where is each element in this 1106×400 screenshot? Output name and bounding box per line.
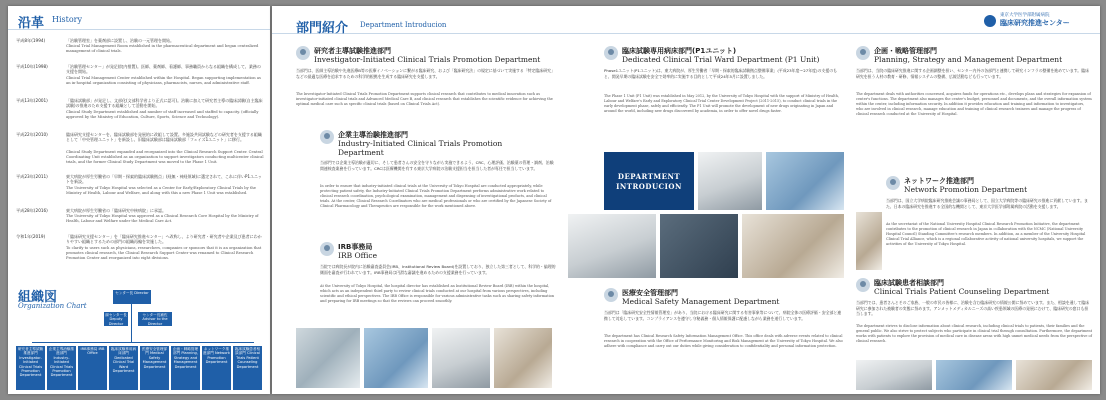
photo-network [856, 212, 882, 270]
dept-title-jp: 臨床試験専用病床部門(P1ユニット) [622, 47, 737, 55]
photo-bottles [494, 328, 552, 388]
dept-investigator [296, 46, 556, 138]
departments-panel [272, 6, 1100, 394]
history-text-jp: 臨床研究支援センターを、臨床試験部を発展的に改組して設置。多施設共同試験などの研究者を支援する組織として「中央管理ユニット」を新設し、旧臨床試験部は臨床試験部「フェイズ1ユニット」に移行。 [66, 132, 262, 143]
logo-subtitle: 東京大学医学部附属病院 [1000, 13, 1050, 18]
dept-title-jp: 臨床試験患者相談部門 [874, 279, 944, 287]
org-line [32, 342, 254, 343]
photo-counsel-1 [856, 360, 932, 390]
dept-photo-icon [886, 176, 900, 190]
history-date: 平成28年(2016) [16, 208, 48, 213]
org-unit: 医療安全管理部門 Medical Safety Management Department [140, 346, 169, 390]
department-introduction-badge [604, 152, 694, 210]
dept-ward [604, 46, 844, 150]
org-unit: 企画・戦略管理部門 Planning, Strategy and Management Department [171, 346, 200, 390]
dept-body-en: In order to ensure that industry-initiated clinical trials at the University of Tokyo Hospital are conducted appropriately, while protecting patient safety, the Industry-Initiated Clinical Trials Promotion Department performs administrative work related to clinical research coordination, psychological examination, management and dispensing of investigational products, and clinical trials. At the center, Clinical Research Coordinators who are medical professionals or who are certified by the Japanese Society of Clinical Pharmacology and Therapeutics are responsible for the work mentioned above. [320, 184, 552, 208]
dept-title-en: Clinical Trials Patient Counseling Department [874, 287, 1050, 296]
dept-title-en: Medical Safety Management Department [622, 297, 780, 306]
org-unit: 臨床試験専用病床部門 Dedicated Clinical Trial Ward Department [109, 346, 138, 390]
photo-ward-monitor [660, 214, 738, 278]
history-date: 平成10年(1998) [16, 64, 48, 69]
org-unit: ネットワーク推進部門 Network Promotion Department [202, 346, 231, 390]
dept-body-jp: 当部門は「臨床研究安全性情報管理室」があり、当院における臨床研究に関する有害事象等について、病院全体の医療評価・安全部と連携して対応しています。コンプライアンスを遵守し守秘義務・個人情報保護に配慮しながら業務を遂行しています。 [604, 310, 842, 321]
org-unit: 研究者主導試験推進部門 Investigator-Initiated Clinical Trials Promotion Department [16, 346, 45, 390]
dept-photo-icon [856, 278, 870, 292]
history-text-jp: 「臨床試験部」が発足し、文部化(文部科学省より正式に認可)。治験に加えて研究者主導の臨床試験(自主臨床試験)の推進のため支援する組織として活動を開始。 [66, 98, 263, 109]
history-text-jp: 東大病院が厚生労働省の「臨床研究中核病院」に承認。 [66, 208, 166, 213]
dept-body-en: The department strives to disclose information about clinical research, including clinical trials to patients, their families and the general public. We also strive to protect subjects who participate in clinical trial through consultation. Furthermore, the department works with patients to explore the provision of medical care in disease areas with high unmet medical needs from the perspective of clinical research. [856, 324, 1093, 343]
photo-counsel-2 [936, 360, 1012, 390]
history-date: 平成23年(2011) [16, 174, 48, 179]
dept-body-jp: 当部門は、当院の臨床研究推進に関する企画調整を担い、センター内外の各部門と連携して研究インフラの整備を進めています。臨床研究を担う人材の教育・研修、情報システムの整備、広報活動なども行っています。 [856, 68, 1089, 79]
dept-industry [320, 130, 556, 238]
dept-title-en: IRB Office [338, 251, 378, 260]
dept-title-jp: IRB事務局 [338, 243, 373, 251]
dept-safety [604, 288, 844, 388]
history-panel [8, 6, 270, 394]
org-unit: 企業主導治験推進部門 Industry-Initiated Clinical Trials Promotion Department [47, 346, 76, 390]
photo-ward-bed [568, 214, 656, 278]
dept-body-en: The department deals with authorities concerned, acquires funds for operations etc., develops plans and strategies for expansion of center's functions. The department also manages the center's budget, personnel and documents, and the overall information system within the center, including information security. In addition it provides education and training and information to investigators, who are involved in clinical research, manage education and training of clinical research trainees and manage the progress of clinical research conducted at the University of Hospital. [856, 92, 1092, 116]
org-director: センター長 Director [113, 290, 151, 304]
logo-mark-icon [984, 15, 996, 27]
dept-counseling [856, 278, 1092, 358]
org-unit: 臨床試験患者相談部門 Clinical Trials Patient Counseling Department [233, 346, 262, 390]
org-line [131, 304, 132, 342]
departments-header [272, 12, 1100, 34]
dept-photo-icon [604, 46, 618, 60]
history-date: 令和1年(2019) [16, 234, 46, 239]
dept-title-jp: 企業主導治験推進部門 [338, 131, 408, 139]
departments-title-en: Department Introducion [360, 21, 447, 29]
dept-title-jp: 企画・戦略管理部門 [874, 47, 937, 55]
badge-line-1: DEPARTMENT [617, 172, 681, 181]
history-title: 沿革 [18, 16, 45, 31]
photo-pipette [432, 328, 490, 388]
org-chart-title: 組織図 [18, 290, 58, 305]
history-text-en: Clinical Study Department expanded and reorganized into the Clinical Research Support Center. Central Coordinating Unit established as an organization to support investigators conducting multicenter clinical trials, and the former Clinical Study Department was moved to the Phase 1 Unit. [66, 150, 264, 164]
history-date: 平成8年(1994) [16, 38, 46, 43]
history-text-jp: 東大病院が厚生労働省の「早期・探索的臨床試験拠点」(経無・神経領域)に選定されて、これに伴いP1ユニットを新設。 [66, 174, 262, 185]
photo-vials [364, 328, 428, 388]
dept-body-jp: 当院では病院長が院内に治験審査委員会(IRB、Institutional Review Board)を設置しており、独立した第三者として、科学的・倫理的側面を審査が行われています。IRB事務局は円滑な審議を進めるための支援業務を行っています。 [320, 264, 556, 275]
dept-network [886, 176, 1092, 276]
dept-title-jp: 研究者主導試験推進部門 [314, 47, 391, 55]
org-unit: IRB事務局 IRB Office [78, 346, 107, 390]
history-text-jp: 「治験管理室」を薬剤部に設置し、治験の一元管理を開始。 [66, 38, 174, 43]
history-text-en: Clinical Trial Management Center established within the Hospital. Began supporting implementation as an in-hospital organization consisting of physicians, pharmacists, nurses, and administrative staff. [66, 76, 261, 85]
dept-body-jp: 当部門では、患者さんとそのご家族、一般の市民の皆様に、治験を含む臨床研究の情報公開に努めています。また、相談を通して臨床研究に参加された被験者の実態に努めます。アンメットメディカルニーズの高い疾患領域の医療の発展にむけて、臨床研究の窓口も担当します。 [856, 300, 1090, 317]
dept-body-en: The department has Clinical Research Safety Information Management Office. This office deals with adverse events related to clinical research in cooperation with the Office of Performance Monitoring and Risk Management at the University of Tokyo Hospital. We also adhere with compliance and carry out our duties while giving consideration to confidentiality and personal information protection. [604, 334, 843, 348]
dept-title-en: Industry-Initiated Clinical Trials Promotion Department [338, 139, 503, 157]
org-advisor: センター長補佐 Advisor to the Director [138, 312, 172, 326]
logo-title: 臨床研究推進センター [1000, 19, 1070, 27]
dept-photo-icon [320, 242, 334, 256]
dept-photo-icon [856, 46, 870, 60]
dept-title-en: Network Promotion Department [904, 185, 1028, 194]
dept-irb [320, 242, 556, 322]
dept-body-en: At the University of Tokyo Hospital, the hospital director has established an Institutional Review Board (IRB) within the hospital, which acts as an independent third party to review clinical trials conducted at our hospital from various perspectives, including scientific and ethical perspectives. The IRB Office is responsible for various administrative tasks such as sharing safety information and preparing for IRB meetings so that the reviews can proceed smoothly. [320, 284, 555, 303]
dept-photo-icon [296, 46, 310, 60]
org-deputy: 副センター長 Deputy Director [105, 313, 127, 326]
dept-body-jp: 当部門は、国立大学病院臨床研究推進会議の事務局として、国立大学病院等の臨床研究の推進に貢献しています。また、日本の臨床研究を推進する全国的な機関として、東京大学医学部附属病院の活動を支援します。 [886, 198, 1088, 209]
history-date: 平成13年(2001) [16, 98, 48, 103]
history-date: 平成22年(2010) [16, 132, 48, 137]
history-title-en: History [52, 15, 83, 24]
dept-photo-icon [604, 288, 618, 302]
history-header [8, 10, 270, 30]
dept-body-en: The Investigator-Initiated Clinical Trials Promotion Department supports clinical research that contributes to medical innovation such as investigator-initiated clinical trials and Advanced Medical Care B, and clinical research that establishes the scientific evidence for achieving the optimal medical care such as specific clinical trials (based on Clinical Trials Act). [296, 92, 553, 106]
departments-title: 部門紹介 [296, 21, 349, 36]
dept-planning [856, 46, 1092, 162]
history-text-jp: 「治験管理センター」が発足(院内措置)。医師、薬剤師、看護師、事務職員からなる組織を構成して、業務の支援を開始。 [66, 64, 261, 75]
dept-photo-icon [320, 130, 334, 144]
history-text-en: Clinical Trial Management Room established in the pharmaceutical department and began centralized management of clinical trials. [66, 44, 259, 53]
center-logo [984, 12, 1096, 30]
photo-lab [296, 328, 360, 388]
photo-ward-room [698, 152, 762, 210]
dept-title-jp: ネットワーク推進部門 [904, 177, 974, 185]
history-text-en: Clinical Study Department established and number of staff increased and staffed to capacity. (officially approved by the Ministry of Education, Culture, Sports, Science and Technology). [66, 110, 259, 119]
dept-title-jp: 医療安全管理部門 [622, 289, 678, 297]
dept-body-jp: 当部門では企業主導治験が適切に、そして患者さんの安全を守りながら実施できるよう、CRC、心理評価、治験薬の管理・調剤、治験関連検査業務を行っています。CRCは医療機関を有する東京大学病院の治験支援担当を担当した者が専任で担当しています。 [320, 160, 554, 171]
dept-title-en: Planning, Strategy and Management Department [874, 55, 1063, 64]
history-text-en: The University of Tokyo Hospital was approved as a Clinical Research Core Hospital by the Ministry of Health, Labour and Welfare under the Medical Care Act. [66, 214, 259, 223]
dept-body-en: As the secretariat of the National University Hospital Clinical Research Promotion Initiative, the department contributes to the promotion of clinical research in Japan in collaboration with the NCMC (National University Hospital Council) Standing Committee's research members. In addition, as a member of the University Hospital Clinical Trial Alliance, which is a regional collaborative activity of national university hospitals, we support the activities of the University of Tokyo Hospital. [886, 222, 1086, 246]
dept-title-en: Investigator-Initiated Clinical Trials Promotion Department [314, 55, 541, 64]
photo-counsel-3 [1016, 360, 1092, 390]
dept-title-en: Dedicated Clinical Trial Ward Department (P1 Unit) [622, 55, 820, 64]
photo-ward-hall [742, 214, 844, 278]
history-text-en: To clarify to users such as physicians, researchers, companies or sponsors that it is an organization that promotes clinical research, the Clinical Research Support Center was renamed to Clinical Research Promotion Center and reorganized into eight divisions. [66, 246, 262, 260]
dept-body-en: The Phase 1 Unit (P1 Unit) was established in May 2012, by the University of Tokyo Hospital with the support of Ministry of Health, Labour and Welfare's Early and Exploratory Clinical Trial Center Development Project (2011-2015), to conduct clinical trials in the early development phase, safely and efficiently. The P1 Unit will promote the development of new drugs originating in Japan and around the world, including new drugs discovered by academia, in order to offer novel drugs faster. [604, 94, 839, 113]
dept-body-jp: 当部門は、医師主導治験や先進医療B等の医療イノベーションに繋がる臨床研究、および「臨床研究法」の規定に基づいて実施する「特定臨床研究」などの最適な医療を追求するための科学的根拠を生成する臨床研究を支援します。 [296, 68, 555, 79]
org-chart-title-en: Organization Chart [18, 302, 87, 310]
history-text-en: The University of Tokyo Hospital was selected as a Center for Early/Exploratory Clinical Trials by the Ministry of Health, Labour and Welfare, and along with this a new Phase 1 Unit was established. [66, 186, 256, 195]
dept-body-jp: Phase1ユニット(P1ユニット)は、東大病院が、厚生労働省「早期・探索的臨床試験拠点整備事業」(平成23年度〜27年度)の支援のもと、開発早期の臨床試験を安全で効率的に実施する目的として平成24年5月に設置しました。 [604, 68, 837, 79]
photo-ward-desk [766, 152, 844, 210]
history-text-jp: 「臨床研究支援センター」を「臨床研究推進センター」へ改称し、より研究者・研究者や企業及び患者にわかりやすい組織とするための部門の組織再編を実施した。 [66, 234, 262, 245]
badge-line-2: INTRODUCION [616, 182, 682, 191]
